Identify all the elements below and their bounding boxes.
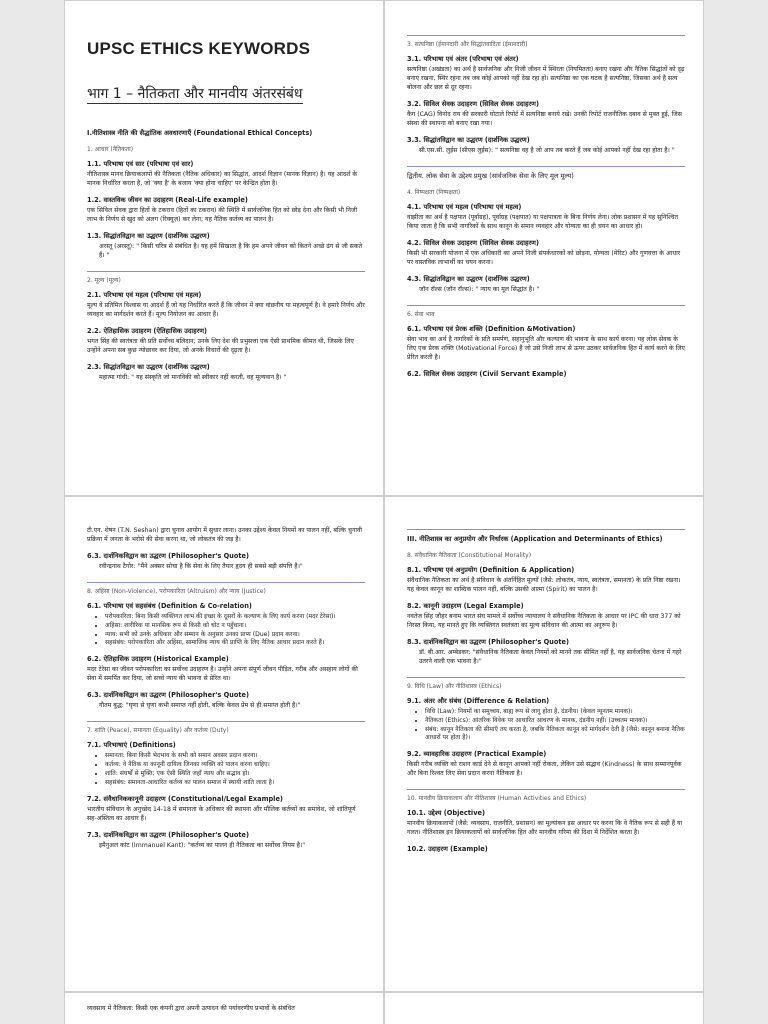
chapter-label: 7. शांति (Peace), समानता (Equality) और कर्तव्य (Duty) [87, 727, 229, 735]
divider [407, 166, 685, 167]
subheading: 2.2. ऐतिहासिक उदाहरण (ऐतिहासिक उदाहरण) [87, 326, 208, 335]
quote: जॉन रॉल्स (जॉन रॉल्स): " न्याय का मूल सिद्धांत है। " [419, 285, 540, 293]
subheading: 2.1. परिभाषा एवं महत्व (परिभाषा एवं महत्व) [87, 290, 202, 299]
quote: रवीन्द्रनाथ टैगोर: "मैंने अक्सर सोचा है कि सेवा के लिए तैयार हृदय ही सबसे बड़ी संपत्ति है।" [99, 562, 303, 570]
page-1[interactable] [64, 0, 384, 496]
quote: अरस्तू (अरस्तू): " किसी चरित्र से संबंधित है। यह हमें सिखाता है कि हम अपने जीवन को कितने अच्छे ढंग से जी सकते हैं। " [99, 242, 363, 259]
paragraph: टी.एन. शेषन (T.N. Seshan) द्वारा चुनाव आयोग में सुधार लाना। उनका उद्देश्य केवल नियमों का पालन नहीं, बल्कि चुनावी प्रक्रिया में जनता के भरोसे की सेवा करना था, जो लोकतंत्र की जड़ है। [87, 527, 363, 543]
chapter-label: 2. मूल्य (मूल्य) [87, 276, 121, 284]
document-viewer [64, 0, 704, 1024]
subheading: 1.1. परिभाषा एवं सार (परिभाषा एवं सार) [87, 160, 194, 168]
list-item: • सहसंबंध: समानता-आधारित कर्तव्य का पालन समाज में स्थायी शांति लाता है। [105, 779, 365, 788]
subheading: 4.3. सिद्धांतविद्वान का उद्धरण (दार्शनिक उद्धरण) [407, 274, 530, 283]
subheading: 6.2. सिविल सेवक उदाहरण (Civil Servant Example) [407, 369, 567, 378]
subheading: 8.1. परिभाषा एवं अनुप्रयोग (Definition & Application) [407, 566, 575, 574]
divider [87, 271, 365, 272]
paragraph: मानवीय क्रियाकलापों (जैसे: व्यवसाय, राजनीति, प्रशासन) का मूल्यांकन इस आधार पर करना कि वे नैतिक रूप से सही हैं या गलत। नीतिशास्त्र इन क्रियाकलापों को सार्वजनिक हित और मानवीय गरिमा की दिशा में निर्देशित करता है। [407, 820, 683, 837]
paragraph: वाझीता का अर्थ है पक्षपात (पूर्वाग्रह), पूर्वाग्रह (पक्षपात) या पक्षपात्रता के बिना निर्णय लेना। लोक प्रशासन में यह सुनिश्चित किया जाता है कि सभी नागरिकों के साथ कानून के समान व्यवहार और योग्यता का ही चयन का आधार हो। [407, 213, 679, 230]
paragraph: भगत सिंह की स्वतंत्रता की प्रति सर्वोच्च बलिदान; उनके लिए देश की प्रभुसत्ता एक ऐसी प्राथमिक कीमत थी, जिसके लिए उन्होंने अपना सब कुछ न्योछावर कर दिया, जो अनके विचारों की दृढ़ता है। [87, 337, 354, 354]
chapter-label: 10. मानवीय क्रियाकलाप और नीतिशास्त्र (Human Activities and Ethics) [407, 795, 587, 803]
list-item: • नैतिकता (Ethics): आंतरिक विवेक पर आधारित आचरण के मानक, दंडनीय नहीं। (उच्चतम मानक)। [425, 717, 685, 726]
page-3[interactable] [64, 496, 384, 992]
list-item: • संबंध: कानून नैतिकता की सीमाएँ तय करता है, जबकि नैतिकता कानून को मार्गदर्शन देती है (जैसे: कानून बनाना नैतिक आधारों पर होता है)। [425, 726, 685, 744]
paragraph: एक सिविल सेवक द्वारा हितों के टकराव (हितों का टकराव) की स्थिति में सार्वजनिक हित को छोड़ देना और किसी भी निजी लाभ के निर्णय से खुद को अलग (रिक्यूज़) कर लेना; यह नैतिक कर्तव्य का पालन है। [87, 206, 358, 223]
section-heading: III. नीतिशास्त्र का अनुप्रयोग और निर्धारक (Application and Determinants of Ethics) [407, 535, 663, 543]
quote: डॉ. बी.आर. अम्बेडकर: "संवैधानिक नैतिकता केवल नियमों को मानने तक सीमित नहीं है, यह सार्वजनिक चेतना में गहरे उतरने वाली एक भावना है।" [419, 648, 682, 665]
subheading: 9.1. अंतर और संबंध (Difference & Relation) [407, 696, 550, 705]
bullet-list [105, 613, 365, 648]
paragraph: कैग (CAG) विनोद राय की सरकारी घोटाले रिपोर्ट में सत्यनिष्ठा बनाये रखे। उनकी रिपोर्ट राजनीतिक दबाव से मुक्त हुई, जिस संस्था की स्थापना को बनाए रखा गया। [407, 110, 682, 127]
divider [87, 721, 365, 722]
list-item: • शांति: संघर्षों से मुक्ति; एक ऐसी स्थिति जहाँ न्याय और सद्भाव हो। [105, 770, 365, 779]
subheading: 3.1. परिभाषा एवं अंतर (परिभाषा एवं अंतर) [407, 55, 519, 63]
subheading: 7.3. दार्शनिकविद्वान का उद्धरण (Philosopher's Quote) [87, 830, 250, 839]
bullet-list [105, 752, 365, 787]
subheading: 10.2. उदाहरण (Example) [407, 845, 488, 854]
list-item: • कर्तव्य: वे नैतिक या कानूनी दायित्व जिनका व्यक्ति को पालन करना चाहिए। [105, 761, 365, 770]
list-item: • सहसंबंध: परोपकारिता और अहिंसा, सामाजिक न्याय की प्राप्ति के लिए नैतिक आधार प्रदान करते हैं। [105, 639, 365, 648]
paragraph: मदर टेरेसा का जीवन परोपकारिता का सर्वोच्च उदाहरण है। उन्होंने अपना संपूर्ण जीवन पीड़ित, गरीब और असहाय लोगों की सेवा में समर्पित कर दिया, जो सच्चे न्याय की भावना से प्रेरित था। [87, 666, 358, 683]
subheading: 3.3. सिद्धांतविद्वान का उद्धरण (दार्शनिक उद्धरण) [407, 135, 530, 144]
part-title: भाग 1 – नैतिकता और मानवीय अंतरसंबंध [87, 86, 303, 102]
subheading: 2.3. सिद्धांतविद्वान का उद्धरण (दार्शनिक उद्धरण) [87, 362, 210, 371]
section-heading: I.नीतिशास्त्र नीति की सैद्धांतिक अवधारणाएँ (Foundational Ethical Concepts) [87, 129, 313, 137]
subheading: 10.1. उद्देश्य (Objective) [407, 809, 485, 818]
list-item: • अहिंसा: शारीरिक या मानसिक रूप से किसी को चोट न पहुँचाना। [105, 622, 365, 631]
subheading: 4.2. सिविल सेवक उदाहरण (सिविल सेवक उदाहरण) [407, 238, 539, 247]
chapter-label: 3. सत्यनिष्ठा (ईमानदारी और सिद्धांतवादिता (ईमानदारी) [407, 41, 528, 48]
paragraph: मूल्य वे प्रतिमित विश्वास या आदर्श हैं जो यह निर्धारित करते हैं कि जीवन में क्या वांछनीय या महत्वपूर्ण है। वे हमारे निर्णय और व्यवहार का मार्गदर्शन करते हैं। मूल्य नियोजन का आधार हैं। [87, 301, 365, 318]
subheading: 1.3. सिद्धांतविद्वान का उद्धरण (दार्शनिक उद्धरण) [87, 231, 210, 240]
paragraph: किसी भी सरकारी योजना में एक अधिकारी का अपने निजी संपर्कधारकों को छोड़ना, योग्यता (मेरिट) और गुणवत्ता के आधार पर वास्तविक लाभार्थी का चयन करना। [407, 249, 681, 266]
paragraph: व्यवसाय में नैतिकता: किसी एक कंपनी द्वारा अपनी उत्पादन की पर्यावरणीय प्रभावों के संबंधित [87, 1005, 295, 1012]
paragraph: नीतिशास्त्र मानव क्रियाकलापों की नैतिकता (नैतिक अधिकार) का सिद्धांत, आदर्श विज्ञान (मानक विज्ञान) है। यह आदर्श के मानक निर्धारित करता है, जो 'क्या है' के बजाय 'क्या होना चाहिए' पर केन्द्रित होता है। [87, 171, 358, 187]
chapter-label: 9. विधि (Law) और नीतिशास्त्र (Ethics) [407, 682, 502, 690]
subheading: 6.1. परिभाषा एवं प्रेरक शक्ति (Definition &Motivation) [407, 324, 576, 333]
section-heading: द्वितीय. लोक सेवा के उद्देश्य प्रमुख (सार्वजनिक सेवा के लिए मूल मूल्य) [407, 171, 574, 180]
list-item: • न्याय: सभी को उनके अधिकार और सम्मान के अनुसार उनका प्राप्य (Due) प्रदान करना। [105, 631, 365, 640]
divider [87, 582, 365, 583]
document-title: UPSC ETHICS KEYWORDS [87, 39, 311, 58]
subheading: 8.2. कानूनी उदाहरण (Legal Example) [407, 601, 524, 610]
divider [407, 305, 685, 306]
subheading: 6.3. दार्शनिकविद्वान का उद्धरण (Philosopher's Quote) [87, 691, 250, 700]
subheading: 6.1. परिभाषा एवं सहसंबंध (Definition & Co-relation) [87, 601, 252, 610]
subheading: 7.2. संवैधानिककानूनी उदाहरण (Constitutional/Legal Example) [87, 794, 283, 803]
quote: महात्मा गांधी: " यह संस्कृति जो मानविकी को स्वीकार नहीं करती, वह मूल्यवान है। " [99, 373, 287, 381]
subheading: 9.2. व्यावहारिक उदाहरण (Practical Example) [407, 750, 547, 759]
paragraph: किसी गरीब व्यक्ति को राशन कार्ड देने से कानून आपको नहीं रोकता, लेकिन उसे सद्भाव (Kindness) के साथ सम्मानपूर्वक और बिना रिश्वत लिए सेवा प्रदान करना नैतिकता है। [407, 761, 682, 778]
subheading: 7.1. परिभाषाएं (Definitions) [87, 741, 176, 750]
chapter-label: 1. आचार (नैतिकता) [87, 146, 134, 153]
paragraph: सेवा भाव का अर्थ है नागरिकों के प्रति समर्पण, सहानुभूति और कल्याण की भावना के साथ कार्य करना। यह लोक सेवक के लिए एक प्रेरक शक्ति (Motivational Force) है जो उसे निजी लाभ से ऊपर उठकर सार्वजनिक हित में कार्य करने के लिए प्रेरित करती है। [407, 335, 685, 361]
page-4[interactable] [384, 496, 704, 992]
subheading: 8.3. दार्शनिकविद्वान का उद्धरण (Philosopher's Quote) [407, 637, 570, 646]
list-item: • परोपकारिता: बिना किसी व्यक्तिगत लाभ की इच्छा के दूसरों के कल्याण के लिए कार्य करना (मदर टेरेसा)। [105, 613, 365, 622]
quote: गौतम बुद्ध: "घृणा से घृणा कभी समाप्त नहीं होती, बल्कि केवल प्रेम से ही समाप्त होती है।" [99, 702, 301, 710]
chapter-label: 6. सेवा भाव [407, 310, 435, 318]
list-item: • विधि (Law): नियमों का समुच्चय, बाह्य रूप से लागू होता है, दंडनीय। (केवल न्यूनतम मानक)। [425, 708, 685, 717]
divider [407, 789, 685, 790]
quote: इमैनुअल कांट (Immanuel Kant): "कर्तव्य का पालन ही नैतिकता का सर्वोच्च नियम है।" [99, 841, 306, 849]
subheading: 6.2. ऐतिहासिक उदाहरण (Historical Example) [87, 655, 229, 664]
chapter-label: 4. निष्पक्षता (निष्पक्षता) [407, 188, 461, 196]
paragraph: संवैधानिक नैतिकता का अर्थ है संविधान के अंतर्निहित मूल्यों (जैसे: लोकतंत्र, न्याय, स्वतंत्रता, समानता) के प्रति निष्ठा रखना। यह केवल कानून का शाब्दिक पालन नहीं, बल्कि उसकी आत्मा (Spirit) का पालन है। [407, 577, 681, 593]
subheading: 6.3. दार्शनिकविद्वान का उद्धरण (Philosopher's Quote) [87, 551, 250, 560]
page-6[interactable] [384, 992, 704, 1024]
bullet-list [425, 708, 685, 743]
subheading: 1.2. वास्तविक जीवन का उदाहरण (Real-Life example) [87, 195, 248, 204]
subheading: 3.2. सिविल सेवक उदाहरण (सिविल सेवक उदाहरण) [407, 99, 539, 108]
page-5[interactable] [64, 992, 384, 1024]
divider [407, 677, 685, 678]
divider [407, 35, 685, 36]
paragraph: सत्यनिष्ठा (अखंडता) का अर्थ है सार्वजनिक और निजी जीवन में स्थिरता (नियमितता) बनाए रखना और नैतिक सिद्धांतों को दृढ़ बनाए रखना, स्थिर रहना तब जब कोई आपको नहीं देख रहा हो। सत्यनिष्ठा का एक घटक है सत्यनिष्ठा, जिसका अर्थ है सत्य बोलना और छल से दूर रहना। [407, 66, 685, 91]
list-item: • समानता: बिना किसी भेदभाव के सभी को समान अवसर प्रदान करना। [105, 752, 365, 761]
chapter-label: 8. अहिंसा (Non-Violence), परोपकारिता (Altruism) और न्याय (Justice) [87, 587, 266, 595]
divider [407, 529, 685, 530]
quote: सी.एस.सी. लुईस (सीएस लुईस): " सत्यनिष्ठा वह है जो आप तब करते हैं जब कोई आपको नहीं देख रहा होता है। " [419, 146, 675, 154]
subheading: 4.1. परिभाषा एवं महत्व (परिभाषा एवं महत्व) [407, 202, 522, 211]
paragraph: भारतीय संविधान के अनुच्छेद 14-18 में समानता के अधिकार की स्थापना और मौलिक कर्तव्यों का समावेश, जो शांतिपूर्ण सह-अस्तित्व का आधार हैं। [87, 805, 356, 822]
page-2[interactable] [384, 0, 704, 496]
chapter-label: 8. संवैधानिक नैतिकता (Constitutional Morality) [407, 552, 532, 559]
paragraph: नवतेज सिंह जौहर बनाम भारत संघ मामले में सर्वोच्च न्यायालय ने संवैधानिक नैतिकता के आधार पर IPC की धारा 377 को निरस्त किया, यह मानते हुए कि व्यक्तिगत स्वतंत्रता का मूल्य संविधान की आत्मा का अनुरूप है। [407, 612, 681, 629]
